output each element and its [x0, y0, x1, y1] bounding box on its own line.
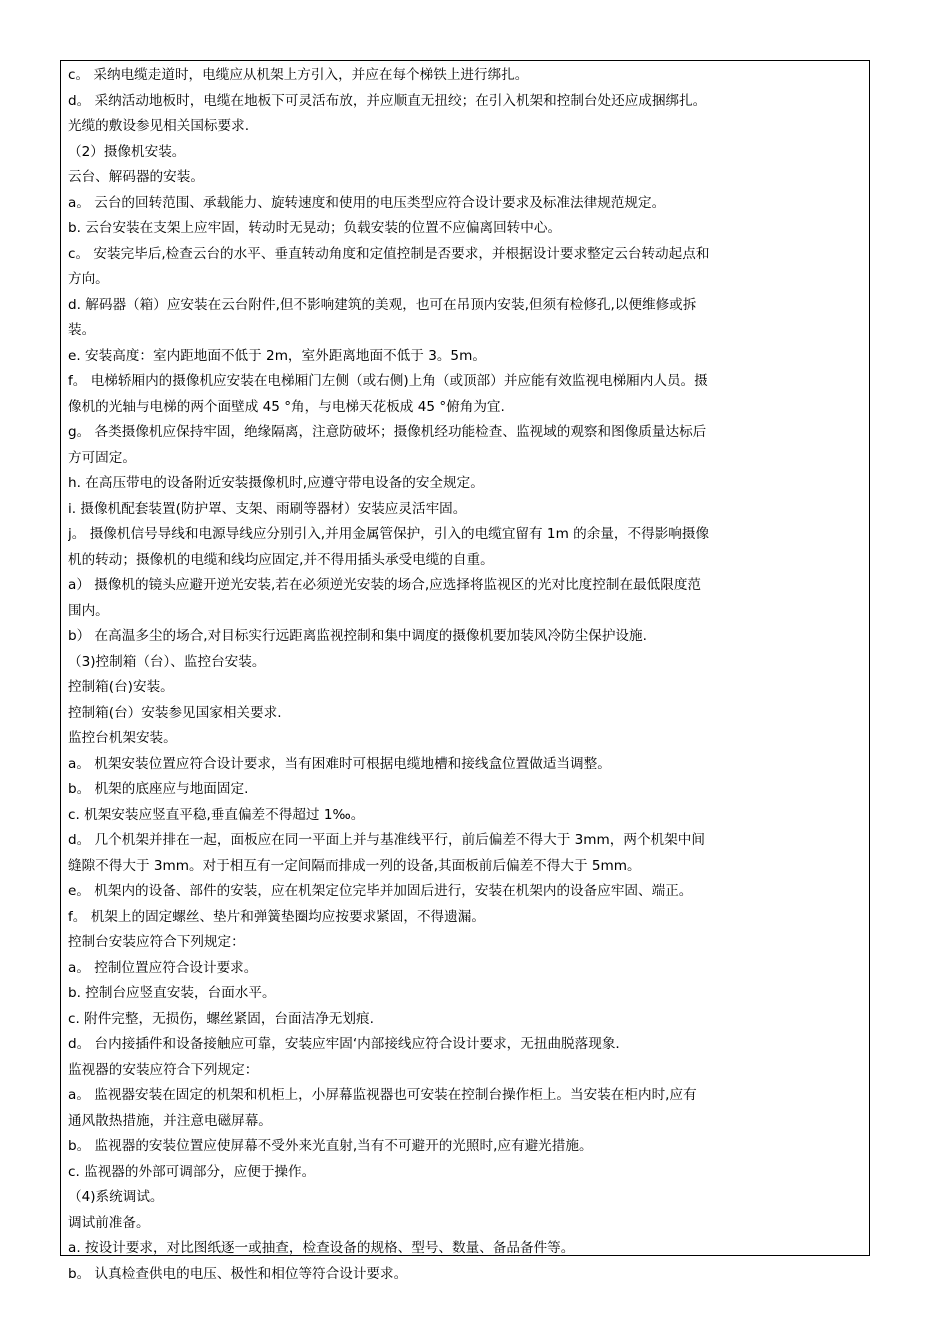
text-line: 机的转动；摄像机的电缆和线均应固定,并不得用插头承受电缆的自重。	[68, 551, 494, 568]
text-line: d。 台内接插件和设备接触应可靠，安装应牢固‘内部接线应符合设计要求，无扭曲脱落现象.	[68, 1036, 620, 1052]
text-line: j。 摄像机信号导线和电源导线应分别引入,并用金属管保护，引入的电缆宜留有 1m 的余量，不得影响摄像	[68, 526, 710, 542]
text-line: b。 监视器的安装位置应使屏幕不受外来光直射,当有不可避开的光照时,应有避光措施。	[68, 1138, 593, 1154]
subsection-heading: 监视器的安装应符合下列规定：	[68, 1061, 259, 1078]
subsection-heading: 云台、解码器的安装。	[68, 169, 204, 185]
text-line: e。 机架内的设备、部件的安装，应在机架定位完毕并加固后进行，安装在机架内的设备应牢固、端正。	[68, 883, 693, 899]
text-line: 光缆的敷设参见相关国标要求.	[68, 118, 250, 134]
text-line: a。 机架安装位置应符合设计要求，当有困难时可根据电缆地槽和接线盒位置做适当调整。	[68, 755, 611, 772]
text-line: c。 采纳电缆走道时，电缆应从机架上方引入，并应在每个梯铁上进行绑扎。	[68, 67, 529, 83]
text-line: 围内。	[68, 602, 109, 619]
text-line: 像机的光轴与电梯的两个面壁成 45 °角，与电梯天花板成 45 °俯角为宜.	[68, 398, 505, 415]
text-line: c。 安装完毕后,检查云台的水平、垂直转动角度和定值控制是否要求，并根据设计要求整定云台转动起点和	[68, 245, 710, 262]
text-line: 控制箱(台）安装参见国家相关要求.	[68, 704, 282, 721]
text-line: b。 机架的底座应与地面固定.	[68, 781, 249, 797]
text-line: c. 附件完整，无损伤，螺丝紧固，台面洁净无划痕.	[68, 1010, 374, 1027]
section-heading: （4)系统调试。	[68, 1189, 164, 1205]
text-line: 装。	[68, 322, 96, 338]
subsection-heading: 监控台机架安装。	[68, 730, 177, 746]
text-line: e. 安装高度：室内距地面不低于 2m，室外距离地面不低于 3。5m。	[68, 347, 486, 364]
text-line: b。 认真检查供电的电压、极性和相位等符合设计要求。	[68, 1265, 408, 1282]
subsection-heading: 控制台安装应符合下列规定：	[68, 934, 245, 950]
text-line: f。 机架上的固定螺丝、垫片和弹簧垫圈均应按要求紧固，不得遗漏。	[68, 908, 485, 925]
text-line: c. 机架安装应竖直平稳,垂直偏差不得超过 1‰。	[68, 806, 365, 823]
text-line: f。 电梯轿厢内的摄像机应安装在电梯厢门左侧（或右侧)上角（或顶部）并应能有效监视电梯厢内人员。摄	[68, 373, 708, 389]
text-line: a） 摄像机的镜头应避开逆光安装,若在必须逆光安装的场合,应选择将监视区的光对比度控制在最低限度范	[68, 577, 702, 593]
section-heading: （2）摄像机安装。	[68, 143, 186, 160]
text-line: a. 按设计要求，对比图纸逐一或抽查，检查设备的规格、型号、数量、备品备件等。	[68, 1240, 575, 1256]
text-line: a。 监视器安装在固定的机架和机柜上，小屏幕监视器也可安装在控制台操作柜上。当安装在柜内时,应有	[68, 1087, 697, 1103]
text-line: d。 采纳活动地板时，电缆在地板下可灵活布放，并应顺直无扭绞；在引入机架和控制台处还应成捆绑扎。	[68, 92, 707, 109]
text-line: 方向。	[68, 271, 109, 287]
text-line: 方可固定。	[68, 449, 136, 466]
text-line: b. 云台安装在支架上应牢固，转动时无晃动；负载安装的位置不应偏离回转中心。	[68, 220, 562, 236]
text-line: 通风散热措施，并注意电磁屏幕。	[68, 1112, 272, 1129]
document-frame	[60, 60, 870, 1282]
text-line: g。 各类摄像机应保持牢固，绝缘隔离，注意防破坏；摄像机经功能检查、监视域的观察和图像质量达标后	[68, 424, 707, 440]
section-heading: （3)控制箱（台）、监控台安装。	[68, 653, 266, 670]
text-line: 缝隙不得大于 3mm。对于相互有一定间隔而排成一列的设备,其面板前后偏差不得大于 5mm。	[68, 857, 641, 874]
text-line: i. 摄像机配套装置(防护罩、支架、雨刷等器材）安装应灵活牢固。	[68, 500, 467, 517]
text-line: b） 在高温多尘的场合,对目标实行远距离监视控制和集中调度的摄像机要加装风冷防尘保护设施.	[68, 628, 647, 644]
text-line: d。 几个机架并排在一起，面板应在同一平面上并与基准线平行，前后偏差不得大于 3mm，两个机架中间	[68, 832, 705, 848]
text-line: a。 云台的回转范围、承载能力、旋转速度和使用的电压类型应符合设计要求及标准法律规范规定。	[68, 194, 666, 211]
subsection-heading: 控制箱(台)安装。	[68, 679, 174, 695]
subsection-heading: 调试前准备。	[68, 1214, 150, 1231]
text-line: a。 控制位置应符合设计要求。	[68, 959, 258, 976]
text-line: b. 控制台应竖直安装，台面水平。	[68, 985, 276, 1001]
text-line: h. 在高压带电的设备附近安装摄像机时,应遵守带电设备的安全规定。	[68, 475, 484, 491]
text-line: d. 解码器（箱）应安装在云台附件,但不影响建筑的美观，也可在吊顶内安装,但须有检修孔,以便维修或拆	[68, 296, 697, 313]
text-line: c. 监视器的外部可调部分，应便于操作。	[68, 1163, 316, 1180]
